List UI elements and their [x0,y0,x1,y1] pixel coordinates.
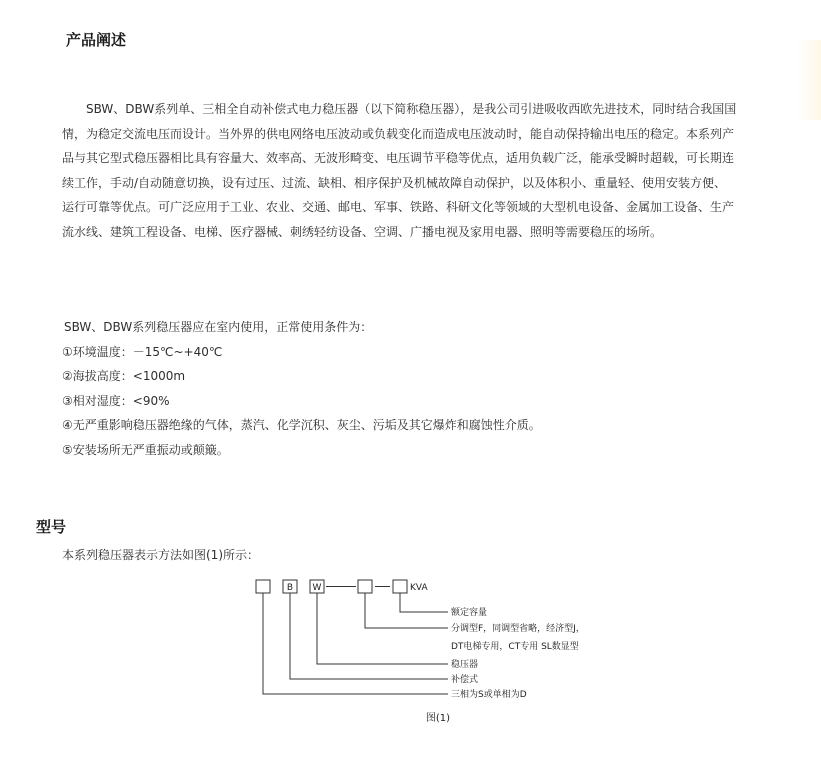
diagram-box-capacity [393,580,407,593]
diagram-label-regulator: 稳压器 [451,660,479,670]
diagram-caption: 图(1) [425,713,451,724]
condition-item-humidity: ③相对湿度：<90% [62,393,170,408]
diagram-label-type-1: 分调型F，同调型省略，经济型J， [451,624,585,634]
leader-capacity [400,593,448,612]
diagram-label-type-2: DT电梯专用，CT专用 SL数显型 [451,642,579,652]
diagram-unit-label: KVA [410,583,428,593]
section-title-model: 型号 [36,518,67,536]
diagram-box-phase [256,580,270,593]
section-title-description: 产品阐述 [66,31,127,49]
model-intro-text: 本系列稳压器表示方法如图(1)所示： [62,548,259,562]
condition-item-environment: ④无严重影响稳压器绝缘的气体，蒸汽、化学沉积、灰尘、污垢及其它爆炸和腐蚀性介质。 [62,418,541,432]
leader-compensation [290,593,448,679]
leader-type [365,593,448,628]
condition-item-temperature: ①环境温度：－15℃~+40℃ [62,344,223,359]
condition-item-vibration: ⑤安装场所无严重振动或颠簸。 [62,442,229,457]
diagram-box-w-label: W [312,583,322,593]
conditions-lead: SBW、DBW系列稳压器应在室内使用，正常使用条件为： [64,320,373,334]
diagram-label-capacity: 额定容量 [451,608,488,618]
intro-paragraph: SBW、DBW系列单、三相全自动补偿式电力稳压器（以下简称稳压器），是我公司引进吸收西欧先进技术，同时结合我国国情，为稳定交流电压而设计。当外界的供电网络电压波动或负载变化而造成电压波动时，能自动保持输出电压的稳定。本系列产品与其它型式稳压器相比具有容量大、效率高、无波形畸变、电压调节平稳等优点，适用负载广泛，能承受瞬时超载，可长期连续工作，手动/自动随意切换，设有过压、过流、缺相、相序保护及机械故障自动保护，以及体积小、重量轻、使用安装方便、运行可靠等优点。可广泛应用于工业、农业、交通、邮电、军事、铁路、科研文化等领域的大型机电设备、金属加工设备、生产流水线、建筑工程设备、电梯、医疗器械、刺绣轻纺设备、空调、广播电视及家用电器、照明等需要稳压的场所。 [62,102,737,239]
condition-item-altitude: ②海拔高度：<1000m [62,369,186,383]
diagram-box-b-label: B [286,583,294,593]
diagram-label-compensation: 补偿式 [451,675,479,685]
diagram-label-phase: 三相为S或单相为D [451,690,527,700]
diagram-box-type [358,580,372,593]
